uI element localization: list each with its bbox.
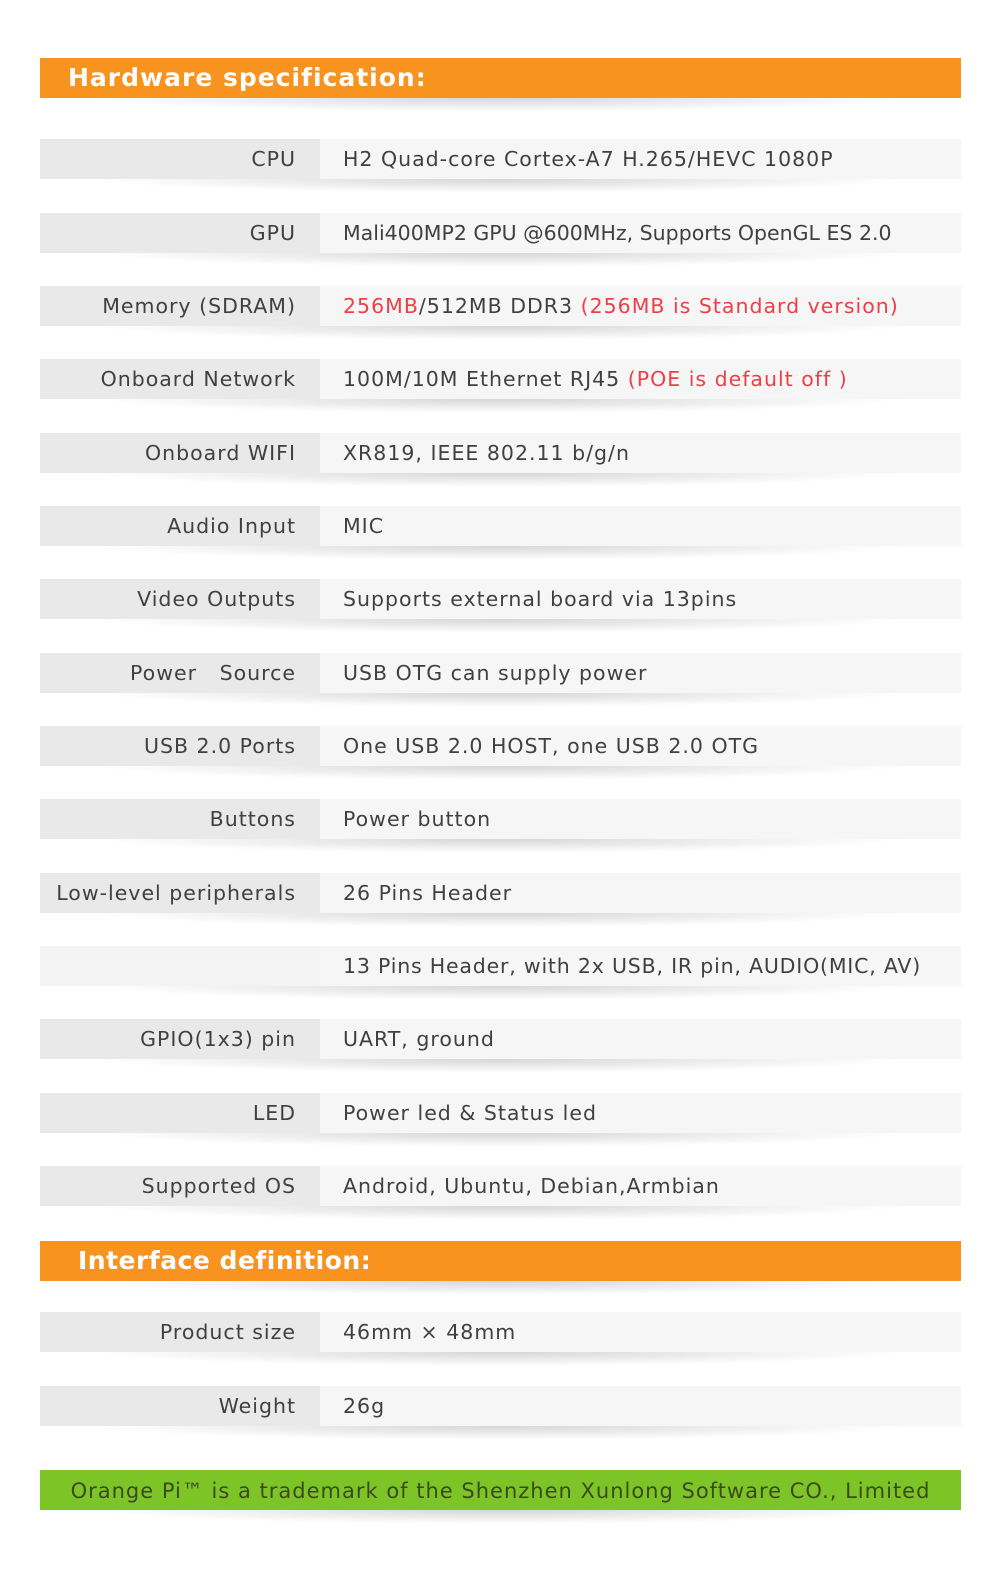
row-shadow (90, 179, 910, 193)
row-shadow (90, 399, 910, 413)
spec-value: MIC (320, 506, 961, 546)
spec-row-os (40, 1166, 961, 1206)
row-shadow (90, 1133, 910, 1147)
spec-row-peripherals (40, 873, 961, 913)
spec-value: H2 Quad-core Cortex-A7 H.265/HEVC 1080P (320, 139, 961, 179)
spec-value: 46mm × 48mm (320, 1312, 961, 1352)
spec-row-memory (40, 286, 961, 326)
row-shadow (90, 913, 910, 927)
memory-standard-note: (256MB is Standard version) (580, 294, 899, 318)
spec-value: 26g (320, 1386, 961, 1426)
spec-value: Power button (320, 799, 961, 839)
memory-standard-size: 256MB (343, 294, 419, 318)
spec-value: Supports external board via 13pins (320, 579, 961, 619)
row-shadow (90, 1059, 910, 1073)
interface-banner (40, 1241, 961, 1281)
spec-row-weight (40, 1386, 961, 1426)
spec-label: GPU (40, 213, 320, 253)
row-shadow (90, 1352, 910, 1366)
row-shadow (90, 986, 910, 1000)
spec-value: XR819, IEEE 802.11 b/g/n (320, 433, 961, 473)
trademark-footer (40, 1470, 961, 1510)
spec-row-gpu (40, 213, 961, 253)
row-shadow (90, 326, 910, 340)
row-shadow (90, 1206, 910, 1220)
spec-value: UART, ground (320, 1019, 961, 1059)
spec-value-network (320, 359, 961, 399)
row-shadow (90, 473, 910, 487)
spec-label: Supported OS (40, 1166, 320, 1206)
row-shadow (90, 1426, 910, 1440)
spec-value: Android, Ubuntu, Debian,Armbian (320, 1166, 961, 1206)
row-shadow (90, 693, 910, 707)
spec-value: Mali400MP2 GPU @600MHz, Supports OpenGL ES 2.0 (320, 213, 961, 253)
spec-row-size (40, 1312, 961, 1352)
hardware-spec-title: Hardware specification: (68, 63, 427, 92)
spec-row-video (40, 579, 961, 619)
spec-label: Memory (SDRAM) (40, 286, 320, 326)
spec-value: 26 Pins Header (320, 873, 961, 913)
spec-label: CPU (40, 139, 320, 179)
spec-label: Product size (40, 1312, 320, 1352)
spec-row-audio (40, 506, 961, 546)
banner-shadow (90, 98, 910, 112)
spec-label: Power Source (40, 653, 320, 693)
spec-label: Video Outputs (40, 579, 320, 619)
spec-value-memory (320, 286, 961, 326)
spec-value: One USB 2.0 HOST, one USB 2.0 OTG (320, 726, 961, 766)
spec-row-led (40, 1093, 961, 1133)
row-shadow (90, 546, 910, 560)
network-value: 100M/10M Ethernet RJ45 (343, 367, 628, 391)
row-shadow (90, 766, 910, 780)
row-shadow (90, 253, 910, 267)
spec-label: Audio Input (40, 506, 320, 546)
interface-title: Interface definition: (78, 1246, 372, 1275)
spec-label (40, 946, 320, 986)
spec-row-gpio (40, 1019, 961, 1059)
spec-row-cpu (40, 139, 961, 179)
spec-row-buttons (40, 799, 961, 839)
spec-row-usb (40, 726, 961, 766)
spec-value: Power led & Status led (320, 1093, 961, 1133)
spec-value: 13 Pins Header, with 2x USB, IR pin, AUDIO(MIC, AV) (320, 946, 961, 986)
spec-label: GPIO(1x3) pin (40, 1019, 320, 1059)
spec-row-power (40, 653, 961, 693)
spec-label: Onboard WIFI (40, 433, 320, 473)
spec-label: LED (40, 1093, 320, 1133)
hardware-spec-banner (40, 58, 961, 98)
spec-label: Buttons (40, 799, 320, 839)
banner-shadow (90, 1281, 910, 1295)
spec-row-network (40, 359, 961, 399)
spec-label: Onboard Network (40, 359, 320, 399)
trademark-text: Orange Pi™ is a trademark of the Shenzhen Xunlong Software CO., Limited (70, 1479, 931, 1503)
row-shadow (90, 839, 910, 853)
poe-note: (POE is default off ) (627, 367, 848, 391)
spec-label: USB 2.0 Ports (40, 726, 320, 766)
spec-row-wifi (40, 433, 961, 473)
footer-shadow (90, 1510, 910, 1524)
row-shadow (90, 619, 910, 633)
spec-label: Weight (40, 1386, 320, 1426)
spec-row-peripherals-2 (40, 946, 961, 986)
memory-options: /512MB DDR3 (418, 294, 581, 318)
spec-value: USB OTG can supply power (320, 653, 961, 693)
spec-label: Low-level peripherals (40, 873, 320, 913)
